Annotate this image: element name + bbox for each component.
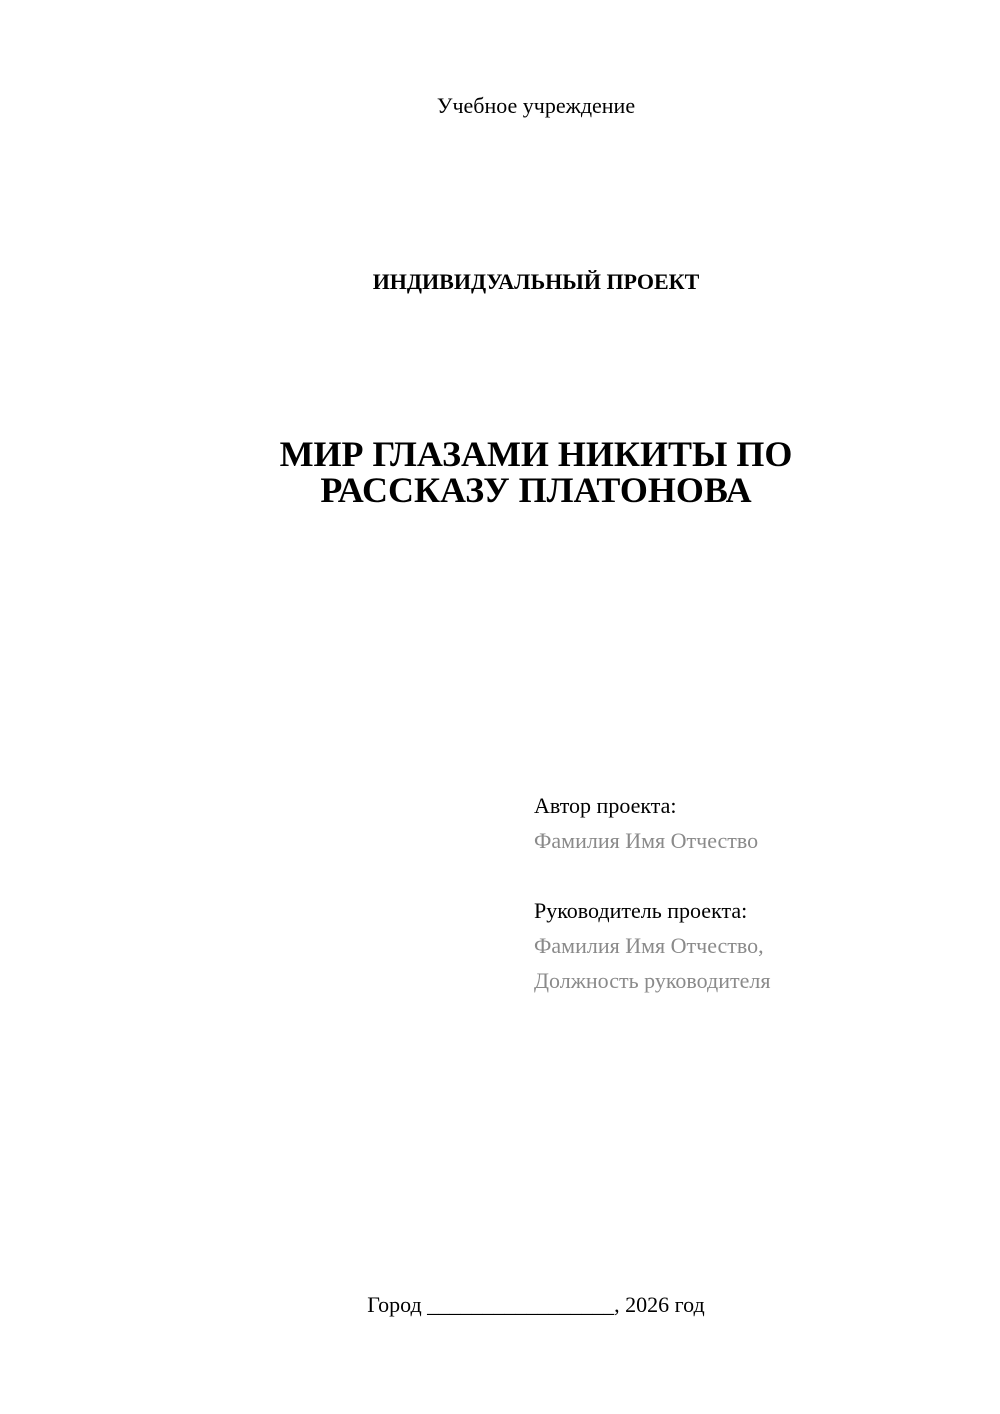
author-name: Фамилия Имя Отчество	[534, 828, 759, 853]
project-title-line-2: РАССКАЗУ ПЛАТОНОВА	[320, 470, 752, 510]
supervisor-position: Должность руководителя	[534, 968, 771, 993]
city-year-line: Город _________________, 2026 год	[367, 1292, 705, 1317]
document-type: ИНДИВИДУАЛЬНЫЙ ПРОЕКТ	[372, 269, 700, 294]
supervisor-label: Руководитель проекта:	[534, 898, 748, 923]
author-label: Автор проекта:	[534, 793, 677, 818]
credits-spacer	[534, 858, 974, 893]
credits-block	[534, 788, 974, 998]
project-title-line-1: МИР ГЛАЗАМИ НИКИТЫ ПО	[279, 434, 793, 474]
supervisor-name: Фамилия Имя Отчество,	[534, 933, 764, 958]
institution-name: Учебное учреждение	[436, 93, 636, 118]
project-title	[0, 436, 1000, 508]
